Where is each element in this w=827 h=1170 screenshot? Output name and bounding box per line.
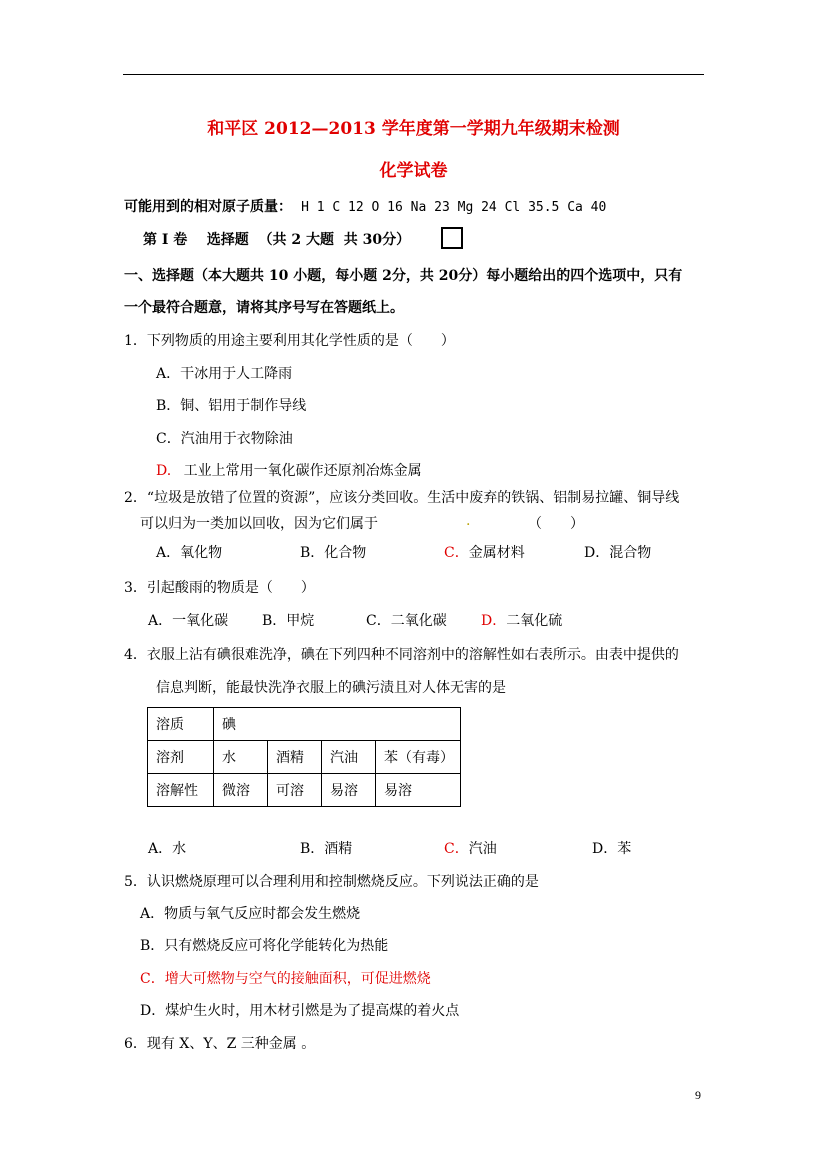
table-cell: 水: [214, 741, 268, 774]
exam-subtitle: 化学试卷: [379, 161, 448, 181]
q4-stem-line2: 信息判断，能最快洗净衣服上的碘污渍且对人体无害的是: [156, 680, 506, 696]
q5-option-d: D．煤炉生火时，用木材引燃是为了提高煤的着火点: [140, 1003, 460, 1019]
q5-option-a: A．物质与氧气反应时都会发生燃烧: [140, 906, 361, 922]
table-cell: 碘: [214, 708, 461, 741]
part1-instructions-line1: 一、选择题（本大题共 10 小题，每小题 2分，共 20分）每小题给出的四个选项中，只有: [124, 268, 683, 284]
q3-option-d-text: 二氧化硫: [506, 613, 563, 629]
score-box: [441, 227, 463, 249]
q1-option-d-text: 工业上常用一氧化碳作还原剂冶炼金属: [183, 463, 422, 479]
page-number: 9: [695, 1088, 701, 1102]
q3-option-a: A．一氧化碳: [148, 613, 229, 629]
q4-option-b: B．酒精: [300, 841, 353, 857]
section-heading: 第 I 卷 选择题 （共 2 大题 共 30分）: [143, 232, 411, 248]
q2-option-c: [444, 542, 525, 562]
q2-paren: （ ）: [528, 516, 584, 532]
q4-option-c-text: 汽油: [468, 841, 497, 857]
table-cell: 微溶: [214, 774, 268, 807]
table-cell: 可溶: [268, 774, 322, 807]
q5-option-c: C．增大可燃物与空气的接触面积，可促进燃烧: [140, 971, 431, 987]
q3-option-b: B．甲烷: [262, 613, 315, 629]
q2-option-a: A．氧化物: [156, 545, 223, 561]
q3-stem: 3．引起酸雨的物质是（ ）: [124, 580, 315, 596]
table-cell: 溶剂: [148, 741, 214, 774]
table-row: [148, 774, 461, 807]
q6-stem: 6．现有 X、Y、Z 三种金属 。: [124, 1036, 316, 1052]
q2-option-c-letter: C．: [444, 545, 469, 561]
table-cell: 易溶: [376, 774, 461, 807]
part1-instructions-line2: 一个最符合题意，请将其序号写在答题纸上。: [124, 300, 404, 316]
solubility-table: [147, 707, 461, 807]
atomic-mass-line: [124, 196, 606, 216]
q2-option-b: B．化合物: [300, 545, 367, 561]
table-cell: 汽油: [322, 741, 376, 774]
q4-option-d: D．苯: [592, 841, 632, 857]
table-cell: 溶解性: [148, 774, 214, 807]
q4-stem-line1: 4．衣服上沾有碘很难洗净，碘在下列四种不同溶剂中的溶解性如右表所示。由表中提供的: [124, 647, 679, 663]
q2-option-d: D．混合物: [584, 545, 652, 561]
q2-stem-line2: 可以归为一类加以回收，因为它们属于: [140, 516, 378, 532]
q1-option-b: B．铜、铝用于制作导线: [156, 398, 307, 414]
table-cell: 易溶: [322, 774, 376, 807]
q1-option-d-letter: D.: [156, 463, 172, 479]
q4-option-c: [444, 838, 497, 858]
q1-option-d: [156, 460, 422, 480]
table-cell: 苯（有毒）: [376, 741, 461, 774]
header-rule: [123, 74, 704, 75]
q2-dot: .: [466, 513, 471, 529]
q2-stem-line1: 2．“垃圾是放错了位置的资源”，应该分类回收。生活中废弃的铁锅、铝制易拉罐、铜导线: [124, 490, 680, 506]
q2-option-c-text: 金属材料: [468, 545, 525, 561]
q4-option-a: A．水: [148, 841, 187, 857]
q5-option-b: B．只有燃烧反应可将化学能转化为热能: [140, 938, 389, 954]
q4-option-c-letter: C．: [444, 841, 469, 857]
table-cell: 溶质: [148, 708, 214, 741]
exam-title: 和平区 2012—2013 学年度第一学期九年级期末检测: [207, 119, 620, 139]
q3-option-d-letter: D．: [481, 613, 507, 629]
q5-stem: 5．认识燃烧原理可以合理利用和控制燃烧反应。下列说法正确的是: [124, 874, 539, 890]
table-row: [148, 708, 461, 741]
q3-option-d: [481, 610, 562, 630]
table-row: [148, 741, 461, 774]
atomic-mass-label: 可能用到的相对原子质量：: [124, 199, 292, 215]
q3-option-c: C．二氧化碳: [366, 613, 447, 629]
q1-option-a: A．干冰用于人工降雨: [156, 366, 293, 382]
q1-stem: 1．下列物质的用途主要利用其化学性质的是（ ）: [124, 333, 455, 349]
table-cell: 酒精: [268, 741, 322, 774]
atomic-mass-values: H 1 C 12 O 16 Na 23 Mg 24 Cl 35.5 Ca 40: [301, 200, 607, 215]
q1-option-c: C．汽油用于衣物除油: [156, 431, 293, 447]
